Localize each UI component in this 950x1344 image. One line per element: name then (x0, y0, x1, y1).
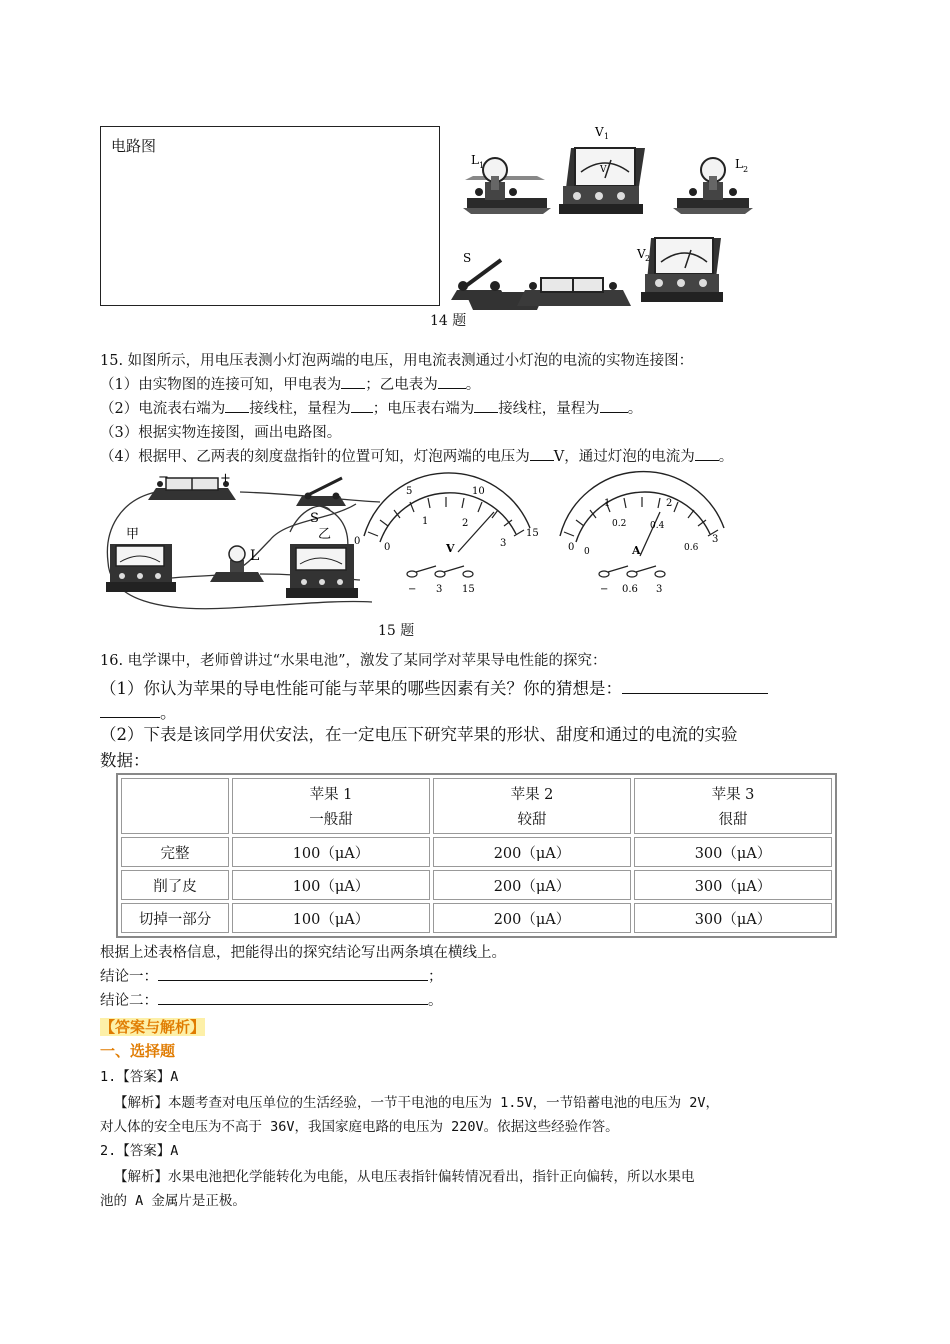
v1-sub: 1 (604, 132, 610, 141)
switch-icon (296, 478, 346, 506)
circuit-box-label: 电路图 (111, 137, 157, 155)
conclusion-2-label: 结论二： (100, 993, 158, 1009)
conclusion-1 (100, 966, 443, 988)
v2-label: V (637, 247, 646, 261)
q15-stem: 15. 如图所示，用电压表测小灯泡两端的电压，用电流表测通过小灯泡的电流的实物连接图： (100, 353, 694, 369)
am-outer-3: 3 (712, 534, 719, 545)
answer-2-line2: 池的 A 金属片是正极。 (100, 1193, 246, 1209)
l2-sub: 2 (743, 165, 749, 174)
table-cell: 200（μA） (433, 837, 631, 867)
blank[interactable] (351, 398, 373, 413)
am-term-06: 0.6 (622, 584, 638, 595)
l1-label: L (471, 153, 479, 167)
q15-line3: （3）根据实物连接图，画出电路图。 (100, 425, 342, 441)
conclusion-2-end: 。 (428, 993, 443, 1009)
answer-2-line1: 【解析】水果电池把化学能转化为电能，从电压表指针偏转情况看出，指针正向偏转，所以水果电 (114, 1169, 695, 1185)
header-sub: 较甜 (517, 812, 547, 828)
vm-term-3: 3 (436, 584, 443, 595)
table-cell: 300（μA） (634, 870, 832, 900)
blank[interactable] (622, 679, 768, 694)
answer-1-label: 1.【答案】A (100, 1069, 179, 1085)
q14-caption: 14 题 (430, 313, 467, 329)
table-cell: 100（μA） (232, 903, 430, 933)
v1-dial-mark: V (600, 165, 607, 175)
header-name: 苹果 2 (510, 787, 554, 803)
answer-2-label: 2.【答案】A (100, 1143, 179, 1159)
am-inner-06: 0.6 (684, 543, 699, 553)
q16-p1-end: 。 (160, 703, 177, 722)
bulb-l-label: L (250, 548, 260, 564)
q16-p1-text: （1）你认为苹果的导电性能可能与苹果的哪些因素有关？你的猜想是： (100, 679, 622, 698)
q15-line2 (100, 398, 642, 420)
vm-term-minus: − (408, 584, 417, 595)
meter-yi-icon (286, 544, 358, 598)
switch-s-icon (451, 260, 507, 300)
header-sub: 一般甜 (309, 812, 353, 828)
q15-l2-e: 。 (627, 401, 643, 417)
bulb-l1-icon (463, 158, 551, 310)
header-name: 苹果 3 (711, 787, 755, 803)
blank[interactable] (600, 398, 628, 413)
am-outer-0: 0 (568, 542, 575, 553)
battery-minus-label: − (158, 470, 169, 485)
answer-1-line1: 【解析】本题考查对电压单位的生活经验，一节干电池的电压为 1.5V，一节铅蓄电池的电压为 2V， (114, 1095, 720, 1111)
table-row (121, 903, 832, 933)
table-cell: 100（μA） (232, 870, 430, 900)
am-inner-02: 0.2 (612, 519, 627, 529)
header-sub: 很甜 (718, 812, 748, 828)
q16-part1 (100, 676, 768, 702)
q15-circuit-figure (100, 470, 750, 620)
table-header-row (121, 778, 832, 834)
vm-term-15: 15 (462, 584, 475, 595)
table-header-cell (232, 778, 430, 834)
q15-l2-b: 接线柱，量程为 (249, 401, 351, 417)
q15-l4-c: 。 (718, 449, 734, 465)
row-label: 切掉一部分 (121, 903, 229, 933)
vm-outer-10: 10 (472, 486, 485, 497)
blank[interactable] (158, 990, 428, 1005)
data-table-wrap (116, 773, 837, 938)
vm-inner-3: 3 (500, 538, 507, 549)
blank[interactable] (474, 398, 498, 413)
switch-s-label: S (310, 511, 319, 526)
meter-jia-label: 甲 (126, 527, 140, 542)
vm-inner-1: 1 (422, 516, 429, 527)
voltmeter-v1-icon (559, 148, 645, 214)
am-outer-2: 2 (666, 498, 673, 509)
q15-l4-b: V，通过灯泡的电流为 (553, 449, 695, 465)
am-inner-0: 0 (584, 547, 590, 557)
blank[interactable] (100, 703, 160, 718)
vm-outer-0: 0 (354, 536, 361, 547)
vm-outer-15: 15 (526, 528, 539, 539)
answers-heading-wrap (100, 1016, 205, 1038)
table-header-cell (433, 778, 631, 834)
table-row (121, 870, 832, 900)
table-cell: 200（μA） (433, 903, 631, 933)
vm-inner-2: 2 (462, 518, 469, 529)
conclusion-2 (100, 990, 443, 1012)
blank[interactable] (530, 446, 554, 461)
voltmeter-v2-icon (641, 238, 723, 302)
am-term-minus: − (600, 584, 609, 595)
row-label: 完整 (121, 837, 229, 867)
meter-jia-icon (106, 544, 176, 592)
header-name: 苹果 1 (309, 787, 353, 803)
blank[interactable] (225, 398, 249, 413)
q15-l2-a: （2）电流表右端为 (100, 401, 226, 417)
data-table (116, 773, 837, 938)
circuit-diagram-box (100, 126, 440, 306)
q16-after-table: 根据上述表格信息，把能得出的探究结论写出两条填在横线上。 (100, 945, 506, 961)
meter-yi-label: 乙 (318, 527, 332, 542)
q16-part2-b: 数据： (100, 751, 150, 770)
q15-line4 (100, 446, 733, 468)
q16-part2-a: （2）下表是该同学用伏安法，在一定电压下研究苹果的形状、甜度和通过的电流的实验 (100, 725, 738, 744)
q15-l4-a: （4）根据甲、乙两表的刻度盘指针的位置可知，灯泡两端的电压为 (100, 449, 530, 465)
section-heading: 一、选择题 (100, 1042, 176, 1060)
conclusion-1-end: ； (428, 969, 443, 985)
q14-components-figure (445, 120, 765, 312)
v1-label: V (595, 125, 604, 139)
battery-plus-label: + (220, 471, 231, 486)
vm-outer-5: 5 (406, 486, 413, 497)
q15-l2-d: 接线柱，量程为 (498, 401, 600, 417)
table-cell: 100（μA） (232, 837, 430, 867)
table-cell: 300（μA） (634, 837, 832, 867)
table-row (121, 837, 832, 867)
q15-l2-c: ；电压表右端为 (372, 401, 475, 417)
q15-caption: 15 题 (378, 623, 415, 639)
q15-l1-mid: ；乙电表为 (365, 377, 438, 393)
s-label: S (463, 251, 472, 265)
answers-heading: 【答案与解析】 (100, 1018, 206, 1036)
am-term-3: 3 (656, 584, 663, 595)
am-inner-04: 0.4 (650, 521, 665, 531)
row-label: 削了皮 (121, 870, 229, 900)
q16-stem: 16. 电学课中，老师曾讲过“水果电池”，激发了某同学对苹果导电性能的探究： (100, 653, 607, 669)
q15-line1 (100, 374, 480, 396)
table-corner-cell (121, 778, 229, 834)
blank[interactable] (341, 374, 365, 389)
blank[interactable] (438, 374, 466, 389)
ammeter-dial-icon (560, 472, 724, 577)
am-outer-1: 1 (604, 498, 611, 509)
table-header-cell (634, 778, 832, 834)
l1-sub: 1 (479, 161, 485, 170)
v2-sub: 2 (645, 254, 651, 263)
table-cell: 300（μA） (634, 903, 832, 933)
l2-label: L (735, 157, 743, 171)
answer-1-line2: 对人体的安全电压为不高于 36V，我国家庭电路的电压为 220V。依据这些经验作答。 (100, 1119, 619, 1135)
q15-l1-end: 。 (465, 377, 481, 393)
voltmeter-dial-icon (364, 473, 530, 577)
blank[interactable] (158, 966, 428, 981)
table-cell: 200（μA） (433, 870, 631, 900)
vm-inner-0: 0 (384, 542, 391, 553)
vm-unit: V (446, 542, 455, 555)
blank[interactable] (695, 446, 719, 461)
q15-l1-text: （1）由实物图的连接可知，甲电表为 (100, 377, 342, 393)
conclusion-1-label: 结论一： (100, 969, 158, 985)
battery-icon (517, 278, 631, 306)
am-unit: A (632, 544, 641, 557)
